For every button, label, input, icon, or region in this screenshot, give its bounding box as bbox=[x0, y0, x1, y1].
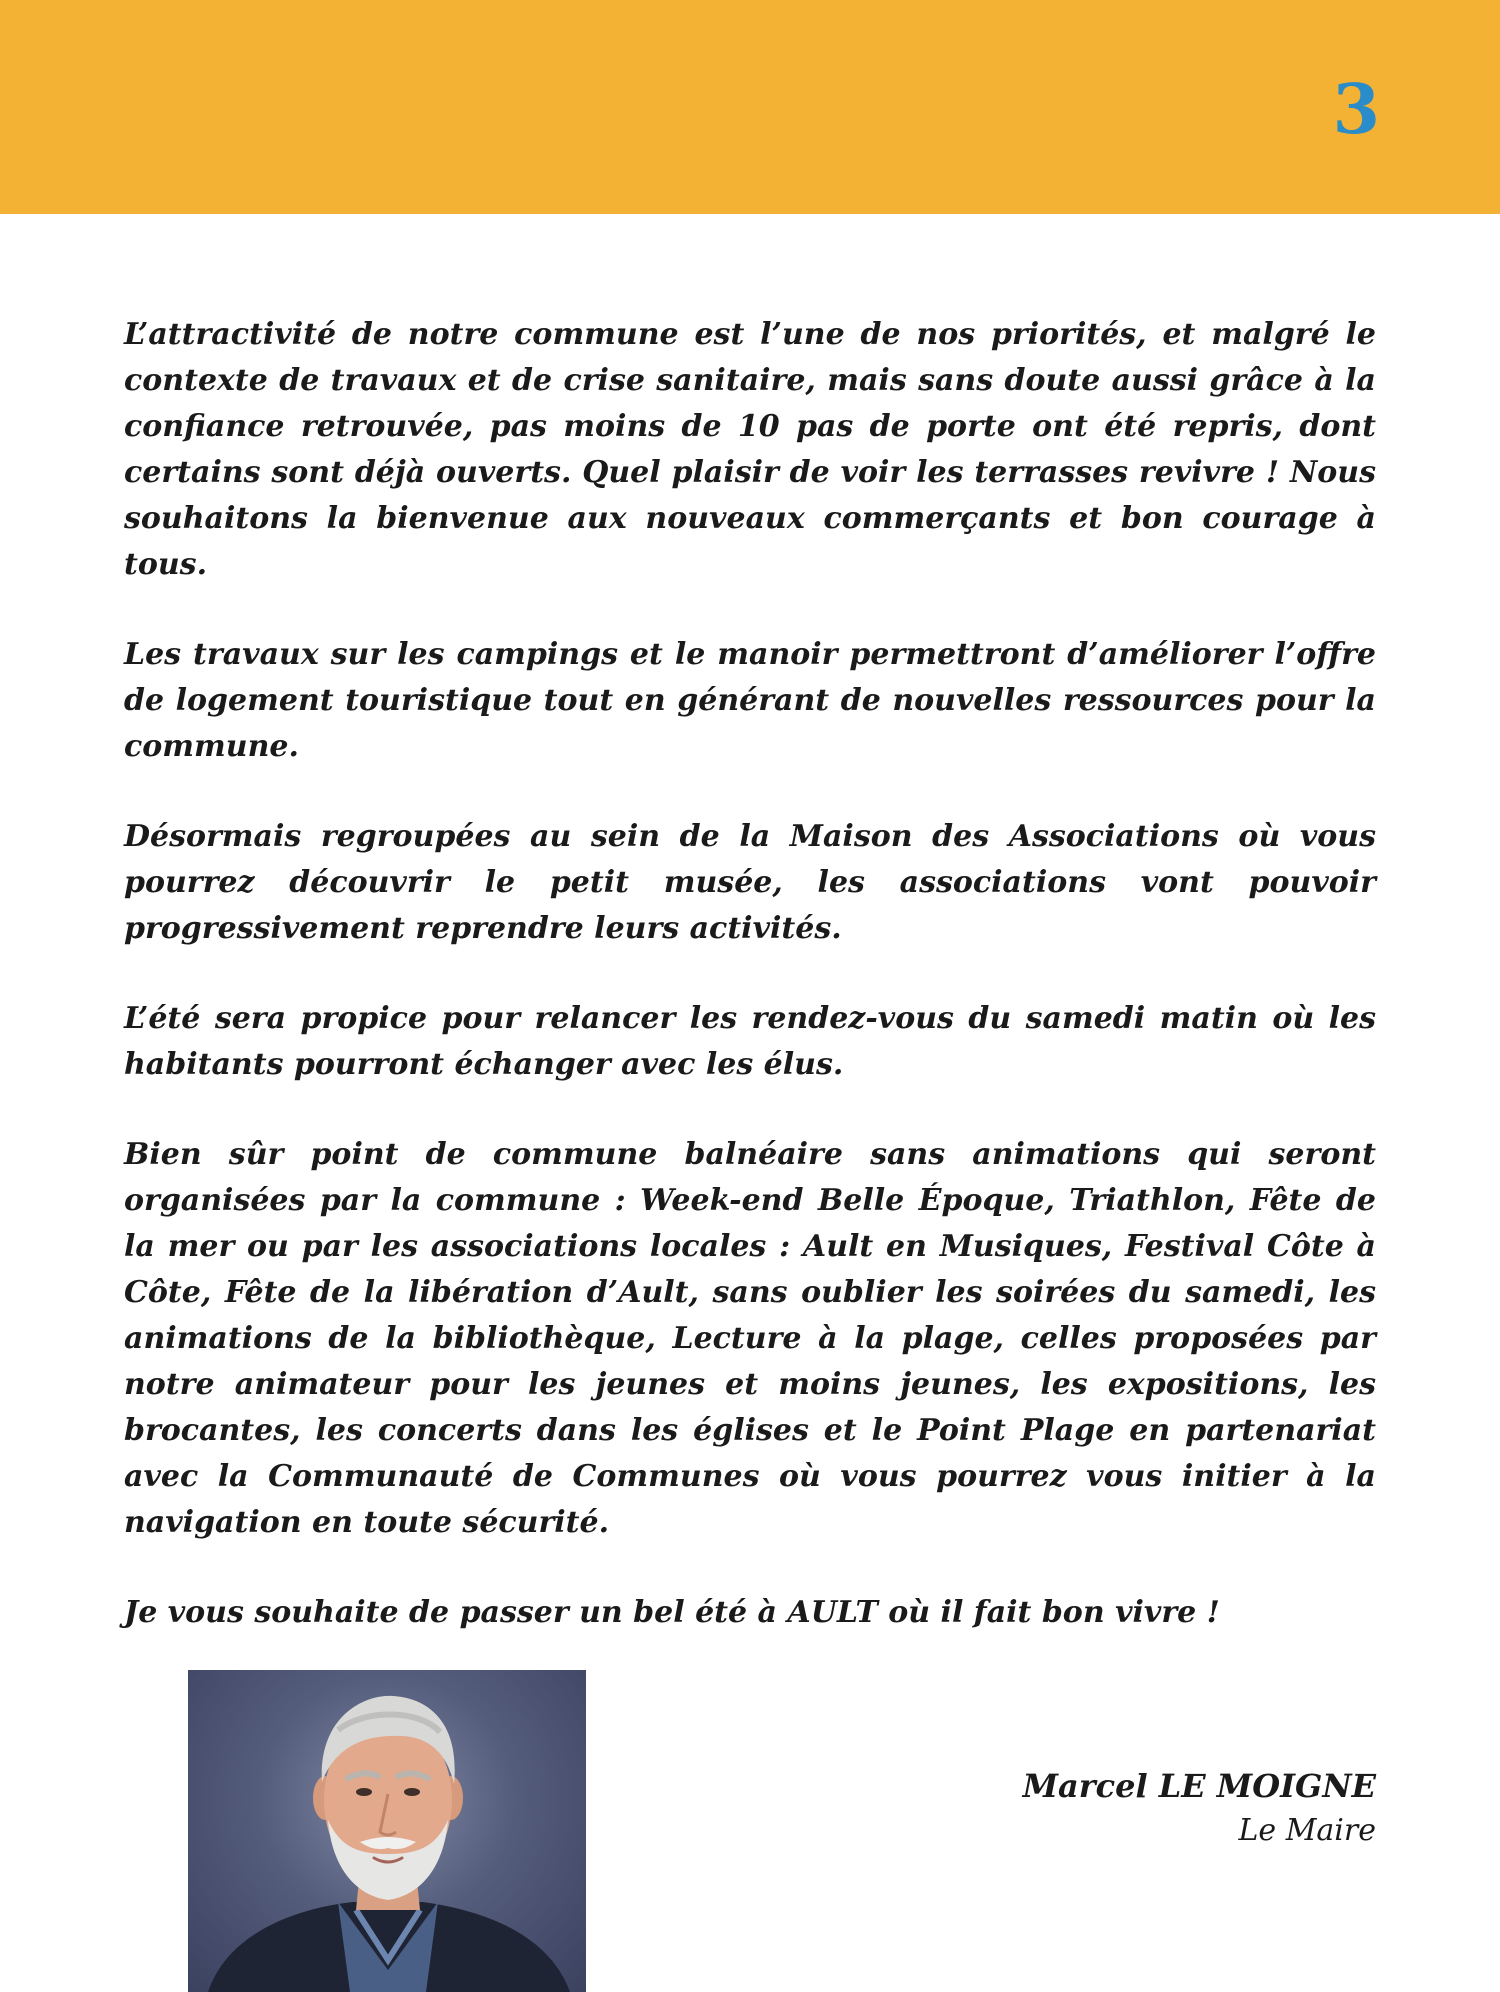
editorial-text bbox=[124, 312, 1376, 1636]
paragraph-campings: Les travaux sur les campings et le manoir permettront d’améliorer l’offre de logement touristique tout en générant de nouvelles ressources pour la commune. bbox=[124, 637, 1376, 764]
paragraph-attractivite: L’attractivité de notre commune est l’une de nos priorités, et malgré le contexte de travaux et de crise sanitaire, mais sans doute aussi grâce à la confiance retrouvée, pas moins de 10 pas de porte ont été repris, dont certains sont déjà ouverts. Quel plaisir de voir les terrasses revivre ! Nous souhaitons la bienvenue aux nouveaux commerçants et bon courage à tous. bbox=[124, 317, 1376, 582]
signature-name: Marcel LE MOIGNE bbox=[1022, 1767, 1376, 1805]
portrait-illustration bbox=[188, 1670, 586, 1992]
page-number: 3 bbox=[1332, 70, 1380, 150]
mayor-portrait bbox=[188, 1670, 586, 1992]
signature-title: Le Maire bbox=[1238, 1813, 1376, 1848]
paragraph-closing: Je vous souhaite de passer un bel été à AULT où il fait bon vivre ! bbox=[124, 1595, 1220, 1630]
signature-block bbox=[1023, 1764, 1376, 1854]
paragraph-associations: Désormais regroupées au sein de la Maison des Associations où vous pourrez découvrir le petit musée, les associations vont pouvoir progressivement reprendre leurs activités. bbox=[124, 819, 1376, 946]
header-band bbox=[0, 0, 1500, 214]
paragraph-animations: Bien sûr point de commune balnéaire sans animations qui seront organisées par la commune : Week-end Belle Époque, Triathlon, Fête de la mer ou par les associations locales : Ault en Musiques, Festival Côte à Côte, Fête de la libération d’Ault, sans oublier les soirées du samedi, les animations de la bibliothèque, Lecture à la plage, celles proposées par notre animateur pour les jeunes et moins jeunes, les expositions, les brocantes, les concerts dans les églises et le Point Plage en partenariat avec la Communauté de Communes où vous pourrez vous initier à la navigation en toute sécurité. bbox=[124, 1137, 1376, 1540]
paragraph-rendez-vous: L’été sera propice pour relancer les rendez-vous du samedi matin où les habitants pourront échanger avec les élus. bbox=[124, 1001, 1376, 1082]
